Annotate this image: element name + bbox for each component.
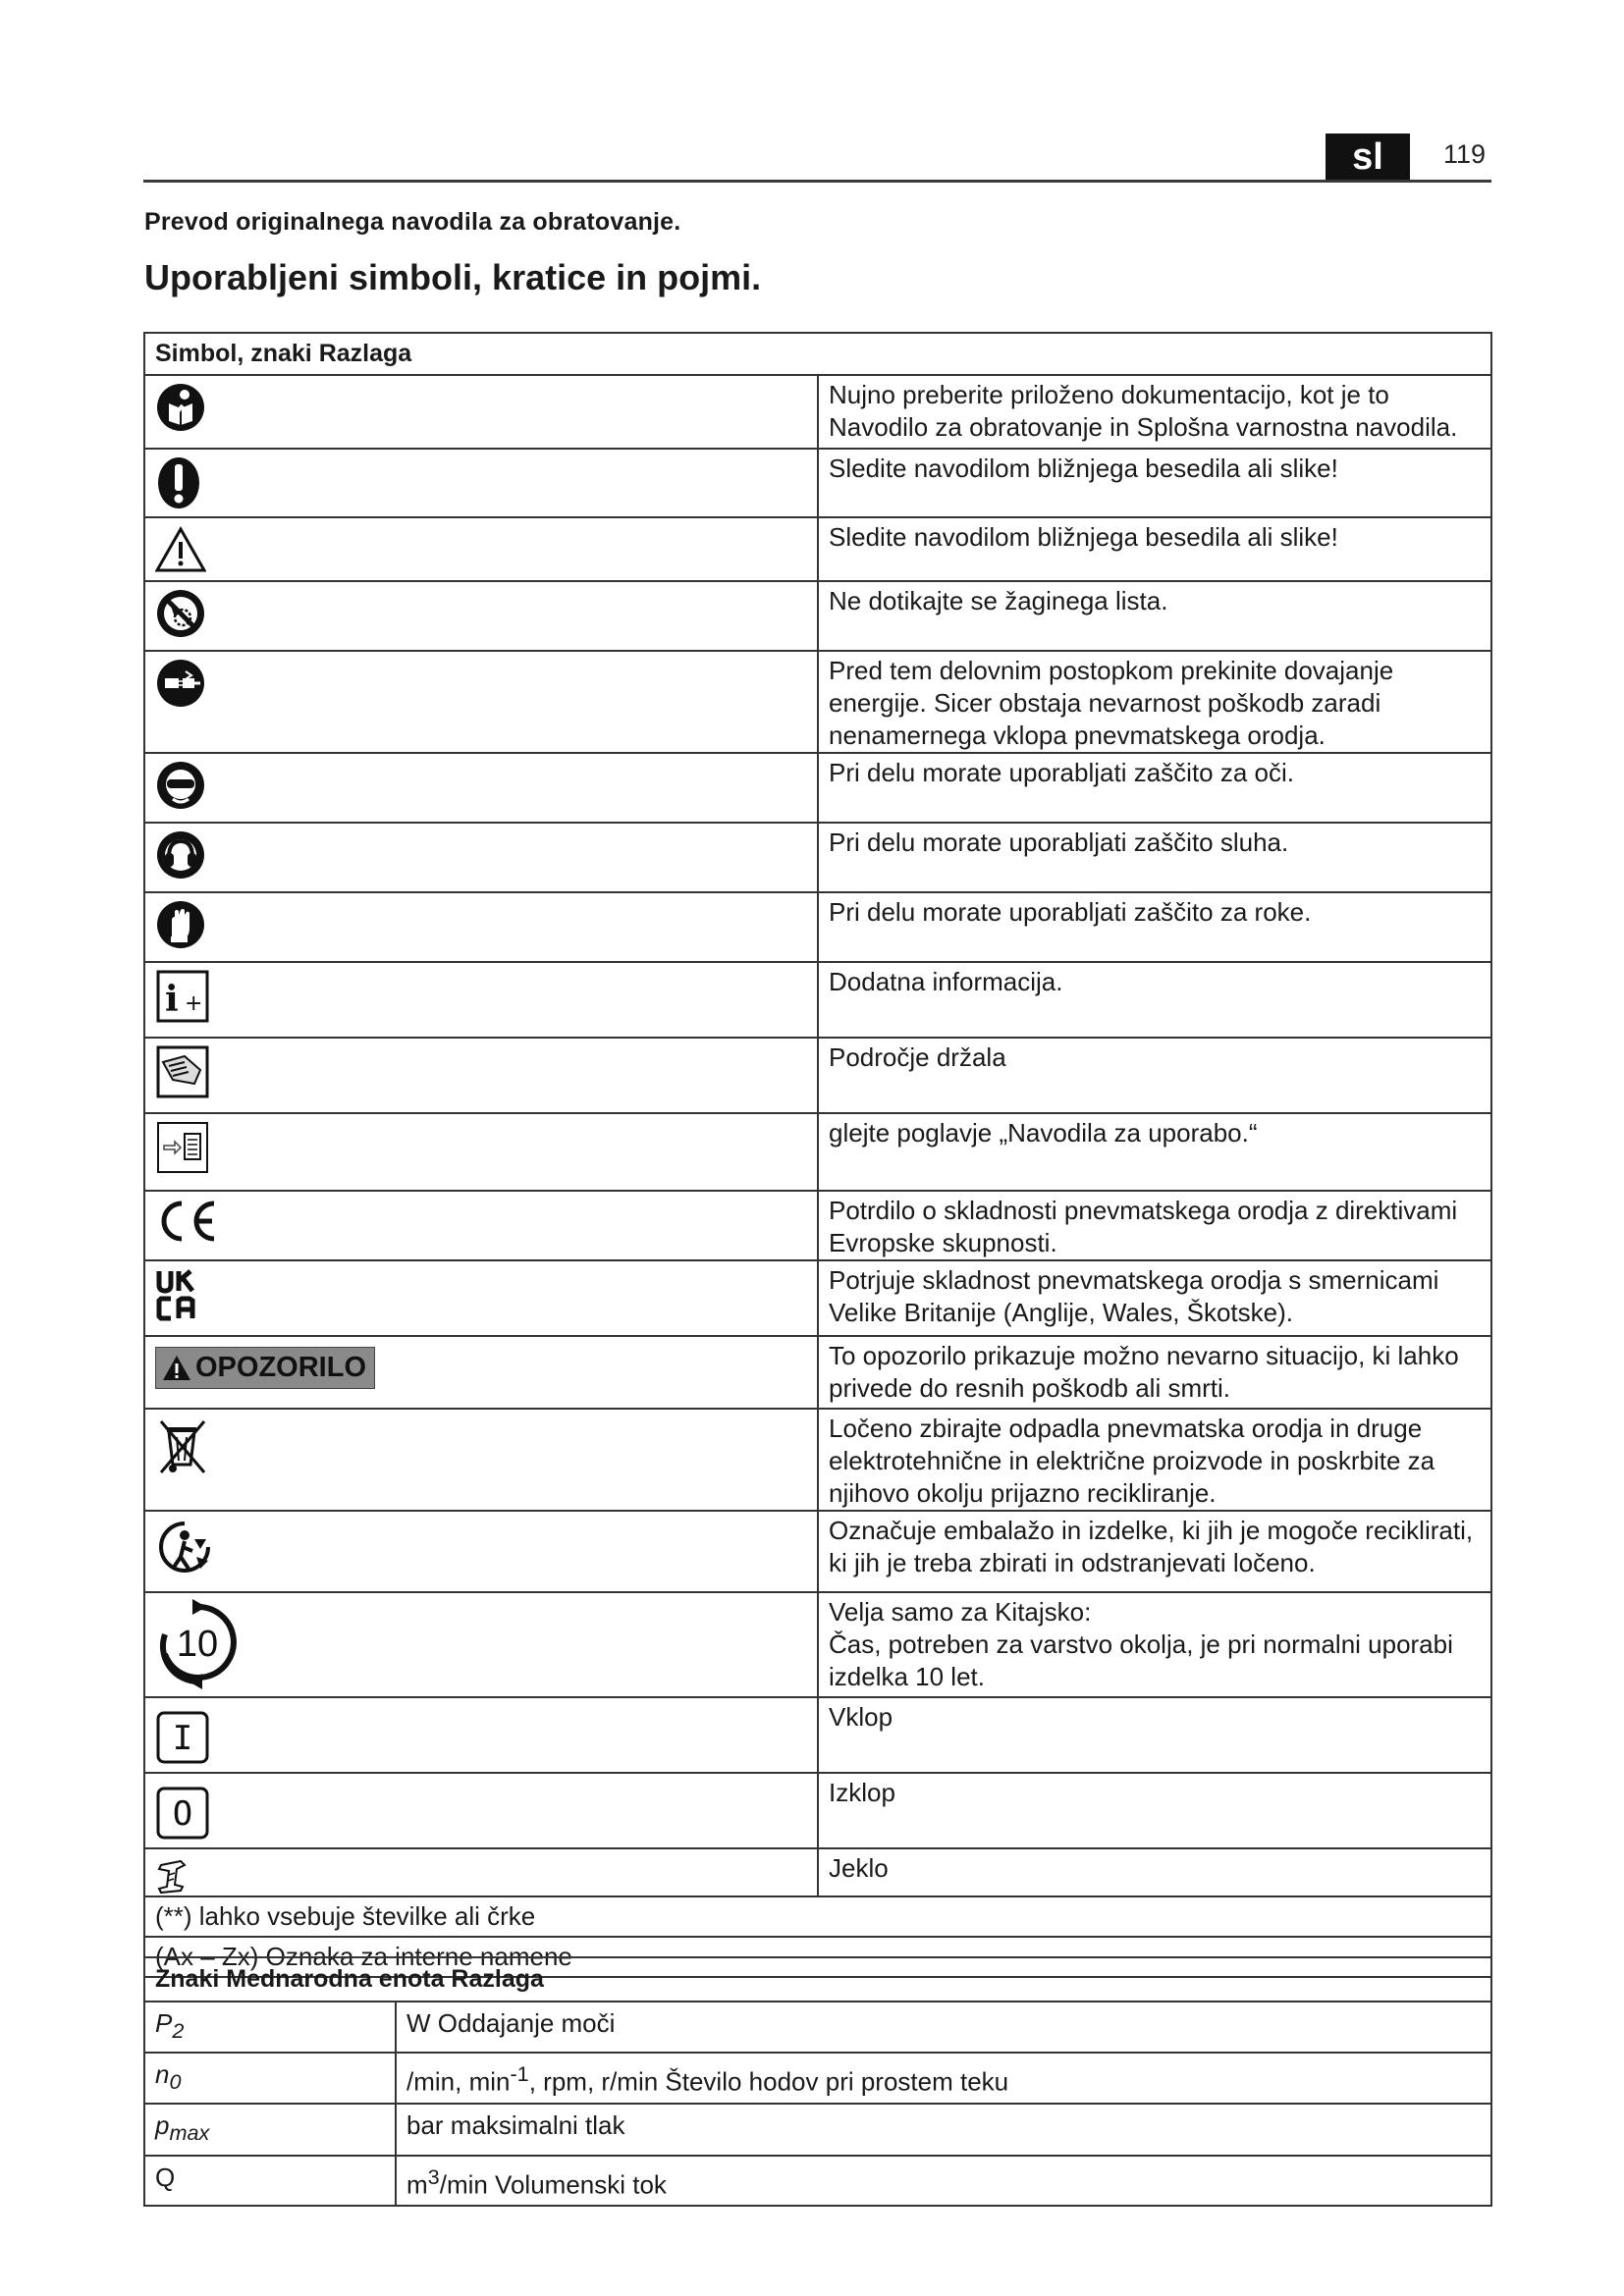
table-row bbox=[144, 1038, 1491, 1113]
symbol-description: Nujno preberite priloženo dokumentacijo, kot je to Navodilo za obratovanje in Splošna varnostna navodila. bbox=[818, 375, 1491, 449]
steel-icon bbox=[155, 1855, 190, 1895]
symbol-description: Pred tem delovnim postopkom prekinite dovajanje energije. Sicer obstaja nevarnost poškodb zaradi nenamernega vklopa pnevmatskega orodja. bbox=[818, 651, 1491, 753]
grip-area-icon bbox=[155, 1044, 210, 1099]
symbol-description: glejte poglavje „Navodila za uporabo.“ bbox=[818, 1113, 1491, 1191]
document-subtitle: Prevod originalnega navodila za obratovanje. bbox=[144, 208, 681, 236]
symbol-description: Sledite navodilom bližnjega besedila ali slike! bbox=[818, 449, 1491, 517]
table-row bbox=[144, 449, 1491, 517]
unit-description: /min, $\min^{-1}$, rpm, r/min Število hodov pri prostem teku bbox=[396, 2053, 1491, 2104]
power-on-icon bbox=[155, 1710, 210, 1765]
table-row bbox=[144, 1191, 1491, 1260]
footnote: (**) lahko vsebuje številke ali črke bbox=[144, 1896, 1491, 1937]
table-row bbox=[144, 2053, 1491, 2104]
symbol-description: Potrdilo o skladnosti pnevmatskega orodja z direktivami Evropske skupnosti. bbox=[818, 1191, 1491, 1260]
see-chapter-icon bbox=[155, 1120, 210, 1175]
table-row bbox=[144, 581, 1491, 651]
symbol-description: Pri delu morate uporabljati zaščito sluha. bbox=[818, 823, 1491, 892]
ukca-mark-icon bbox=[155, 1267, 200, 1322]
table-row bbox=[144, 517, 1491, 581]
unit-description: $m^3/\min$ Volumenski tok bbox=[396, 2156, 1491, 2207]
power-off-label: O bbox=[172, 1794, 193, 1834]
table-row bbox=[144, 1848, 1491, 1896]
disconnect-energy-icon bbox=[155, 658, 206, 709]
table-row bbox=[144, 892, 1491, 962]
unit-symbol: Q bbox=[144, 2156, 396, 2207]
info-icon bbox=[155, 969, 210, 1024]
table-row bbox=[144, 1113, 1491, 1191]
efup-10-icon bbox=[153, 1599, 242, 1689]
warning-triangle-icon bbox=[162, 1355, 191, 1381]
efup-number: 10 bbox=[176, 1624, 219, 1665]
table-row bbox=[144, 1260, 1491, 1336]
symbol-description: Velja samo za Kitajsko: Čas, potreben za varstvo okolja, je pri normalni uporabi izdelka 10 let. bbox=[818, 1592, 1491, 1697]
symbols-table-header: Simbol, znaki Razlaga bbox=[144, 333, 1491, 375]
table-row bbox=[144, 1697, 1491, 1773]
weee-bin-icon bbox=[155, 1415, 210, 1476]
table-row bbox=[144, 375, 1491, 449]
ce-mark-icon bbox=[155, 1198, 220, 1245]
unit-symbol: $P_2$ bbox=[144, 2002, 396, 2053]
table-row bbox=[144, 2104, 1491, 2155]
symbols-table bbox=[143, 332, 1492, 1978]
unit-symbol: $n_0$ bbox=[144, 2053, 396, 2104]
page-title: Uporabljeni simboli, kratice in pojmi. bbox=[144, 257, 762, 297]
power-off-icon bbox=[155, 1786, 210, 1841]
symbol-description: To opozorilo prikazuje možno nevarno situacijo, ki lahko privede do resnih poškodb ali smrti. bbox=[818, 1336, 1491, 1409]
table-row bbox=[144, 651, 1491, 753]
hand-protection-icon bbox=[155, 899, 206, 950]
symbol-description: Ne dotikajte se žaginega lista. bbox=[818, 581, 1491, 651]
symbol-description: Potrjuje skladnost pnevmatskega orodja s smernicami Velike Britanije (Anglije, Wales, Škotske). bbox=[818, 1260, 1491, 1336]
warning-label-icon bbox=[155, 1347, 375, 1389]
table-row bbox=[144, 2156, 1491, 2207]
unit-description: bar maksimalni tlak bbox=[396, 2104, 1491, 2155]
hearing-protection-icon bbox=[155, 829, 206, 881]
units-table bbox=[143, 1956, 1492, 2207]
unit-description: W Oddajanje moči bbox=[396, 2002, 1491, 2053]
table-row bbox=[144, 962, 1491, 1038]
symbol-description: Ločeno zbirajte odpadla pnevmatska orodja in druge elektrotehnične in električne proizvode in poskrbite za njihovo okolju prijazno recikliranje. bbox=[818, 1409, 1491, 1511]
symbol-description: Pri delu morate uporabljati zaščito za oči. bbox=[818, 753, 1491, 823]
svg-text:+: + bbox=[185, 991, 203, 1016]
warning-label-text: OPOZORILO bbox=[195, 1352, 366, 1383]
symbol-description: Izklop bbox=[818, 1773, 1491, 1848]
table-row bbox=[144, 1409, 1491, 1511]
read-manual-icon bbox=[155, 382, 206, 433]
symbol-description: Jeklo bbox=[818, 1848, 1491, 1896]
symbol-description: Področje držala bbox=[818, 1038, 1491, 1113]
symbol-description: Sledite navodilom bližnjega besedila ali slike! bbox=[818, 517, 1491, 581]
symbol-description: Pri delu morate uporabljati zaščito za roke. bbox=[818, 892, 1491, 962]
symbol-description: Vklop bbox=[818, 1697, 1491, 1773]
table-row bbox=[144, 1592, 1491, 1697]
units-table-header: Znaki Mednarodna enota Razlaga bbox=[144, 1957, 1491, 2002]
symbol-description: Dodatna informacija. bbox=[818, 962, 1491, 1038]
language-badge: sl bbox=[1326, 133, 1410, 180]
warning-triangle-icon bbox=[155, 526, 206, 573]
header-rule bbox=[143, 180, 1491, 183]
no-touch-blade-icon bbox=[155, 588, 206, 639]
power-on-label: I bbox=[172, 1719, 193, 1758]
eye-protection-icon bbox=[155, 760, 206, 811]
footnote: (Ax – Zx) Oznaka za interne namene bbox=[144, 1937, 1491, 1977]
recycling-person-icon bbox=[155, 1518, 216, 1578]
mandatory-action-icon bbox=[155, 455, 202, 510]
table-row bbox=[144, 1511, 1491, 1592]
table-row bbox=[144, 1773, 1491, 1848]
page-number: 119 bbox=[1443, 139, 1487, 169]
symbol-description: Označuje embalažo in izdelke, ki jih je mogoče reciklirati, ki jih je treba zbirati in odstranjevati ločeno. bbox=[818, 1511, 1491, 1592]
table-row bbox=[144, 1336, 1491, 1409]
table-row bbox=[144, 2002, 1491, 2053]
svg-text:i: i bbox=[165, 979, 179, 1020]
table-row bbox=[144, 823, 1491, 892]
table-row bbox=[144, 753, 1491, 823]
table-row bbox=[144, 1896, 1491, 1937]
unit-symbol: $p_{max}$ bbox=[144, 2104, 396, 2155]
